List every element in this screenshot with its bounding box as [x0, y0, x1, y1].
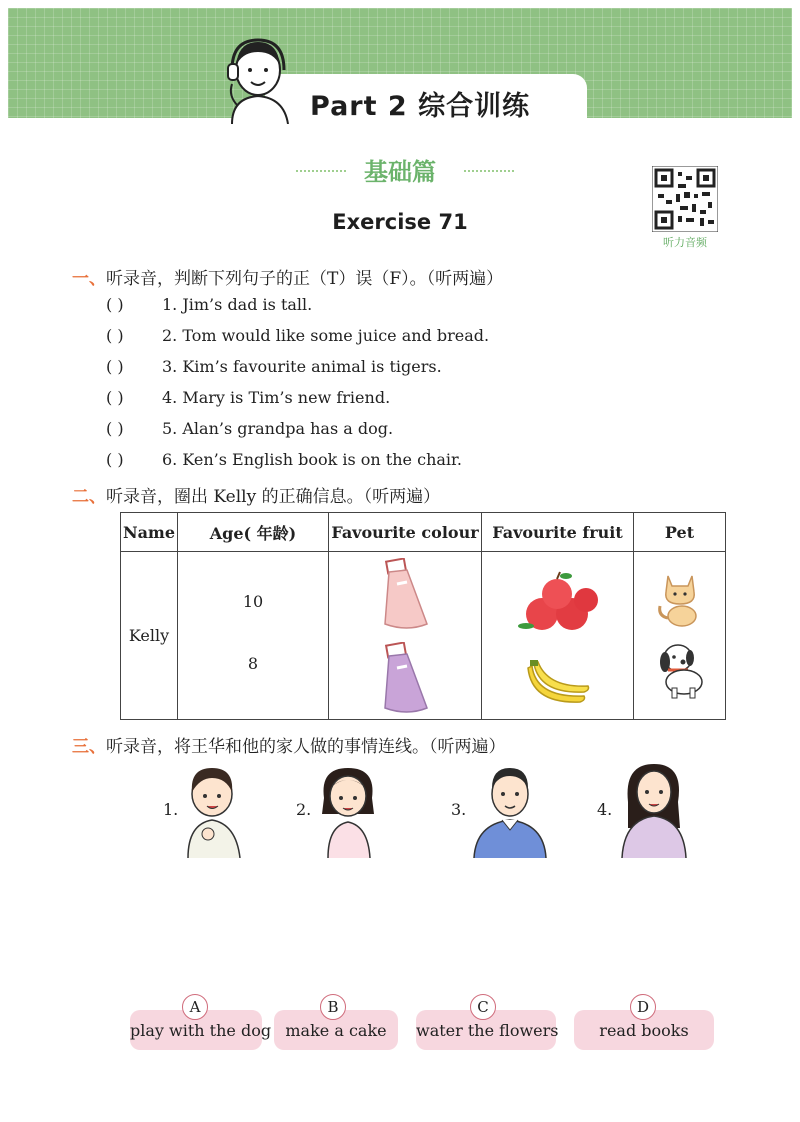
header-pet: Pet: [634, 513, 726, 552]
tf-item-text: 5. Alan’s grandpa has a dog.: [162, 419, 394, 438]
qr-label: 听力音频: [663, 236, 707, 249]
fruit-cell: [482, 552, 634, 720]
header-colour: Favourite colour: [329, 513, 482, 552]
pink-bottle-icon[interactable]: [377, 558, 433, 632]
question-instruction: 听录音，将王华和他的家人做的事情连线。（听两遍）: [106, 737, 506, 757]
age-cell: [178, 552, 329, 720]
tf-item-2: [106, 326, 489, 345]
tf-item-3: [106, 357, 442, 376]
answer-blank[interactable]: ( ): [106, 450, 124, 469]
tf-item-text: 1. Jim’s dad is tall.: [162, 295, 313, 314]
tf-item-text: 4. Mary is Tim’s new friend.: [162, 388, 391, 407]
tf-item-text: 3. Kim’s favourite animal is tigers.: [162, 357, 442, 376]
answer-blank[interactable]: ( ): [106, 388, 124, 407]
tf-item-text: 2. Tom would like some juice and bread.: [162, 326, 490, 345]
person-number: 4.: [597, 800, 613, 819]
bananas-icon[interactable]: [526, 658, 592, 704]
man-icon[interactable]: [468, 758, 558, 858]
kelly-name-cell: Kelly: [121, 552, 178, 720]
part-title: Part 2 综合训练: [310, 91, 531, 122]
question-3-heading: [72, 732, 506, 757]
section-title: 基础篇: [364, 158, 436, 186]
option-c[interactable]: water the flowers: [416, 1010, 556, 1050]
answer-blank[interactable]: ( ): [106, 295, 124, 314]
age-option-8[interactable]: 8: [247, 654, 259, 673]
option-d[interactable]: read books: [574, 1010, 714, 1050]
tf-item-4: [106, 388, 390, 407]
option-a[interactable]: play with the dog: [130, 1010, 262, 1050]
option-b[interactable]: make a cake: [274, 1010, 398, 1050]
tf-item-5: [106, 419, 393, 438]
purple-bottle-icon[interactable]: [377, 642, 433, 716]
question-number: 二、: [72, 487, 106, 507]
woman-icon[interactable]: [614, 758, 704, 858]
person-number: 3.: [451, 800, 467, 819]
option-letter: D: [630, 994, 656, 1020]
pet-cell: [634, 552, 726, 720]
option-letter: B: [320, 994, 346, 1020]
question-2-heading: [72, 482, 440, 507]
age-option-10[interactable]: 10: [242, 592, 264, 611]
person-number: 2.: [296, 800, 312, 819]
tf-item-6: [106, 450, 462, 469]
question-instruction: 听录音，圈出 Kelly 的正确信息。（听两遍）: [106, 487, 441, 507]
header-fruit: Favourite fruit: [482, 513, 634, 552]
colour-cell: [329, 552, 482, 720]
tf-item-text: 6. Ken’s English book is on the chair.: [162, 450, 463, 469]
option-letter: C: [470, 994, 496, 1020]
person-number: 1.: [163, 800, 179, 819]
header-name: Name: [121, 513, 178, 552]
answer-blank[interactable]: ( ): [106, 419, 124, 438]
dog-icon[interactable]: [652, 640, 708, 700]
question-number: 三、: [72, 737, 106, 757]
question-instruction: 听录音，判断下列句子的正（T）误（F）。（听两遍）: [106, 269, 504, 289]
question-1-heading: [72, 264, 503, 289]
question-number: 一、: [72, 269, 106, 289]
girl-icon[interactable]: [312, 758, 402, 858]
answer-blank[interactable]: ( ): [106, 326, 124, 345]
cat-icon[interactable]: [656, 572, 704, 628]
answer-blank[interactable]: ( ): [106, 357, 124, 376]
kelly-info-table: [120, 512, 726, 720]
tf-item-1: [106, 295, 312, 314]
boy-icon[interactable]: [178, 758, 268, 858]
apples-icon[interactable]: [516, 570, 600, 636]
mascot-boy-headphones-icon: [218, 36, 298, 124]
header-age: Age( 年龄): [178, 513, 329, 552]
option-letter: A: [182, 994, 208, 1020]
exercise-title: Exercise 71: [332, 210, 468, 234]
